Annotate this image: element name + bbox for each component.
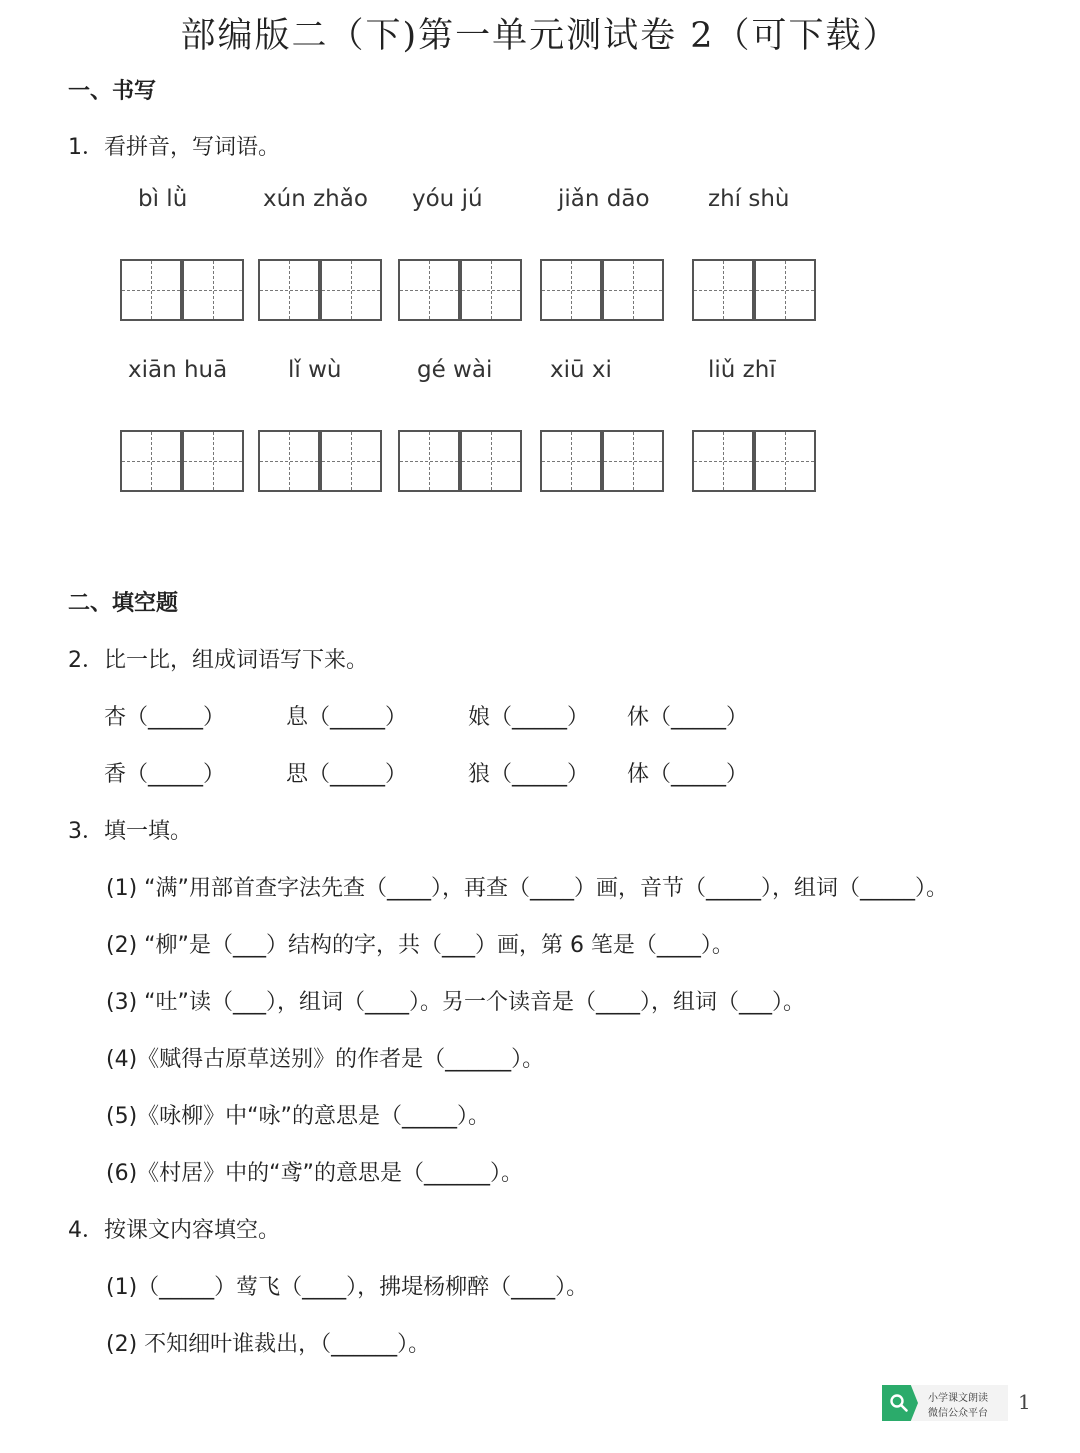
writing-grid-cell[interactable] — [258, 430, 320, 492]
writing-grid-cell[interactable] — [754, 430, 816, 492]
pinyin-label: jiǎn dāo — [558, 186, 650, 212]
pinyin-label: yóu jú — [412, 186, 483, 212]
question-4-prompt: 4．按课文内容填空。 — [68, 1218, 280, 1243]
pinyin-label: zhí shù — [708, 186, 790, 212]
writing-grid-cell[interactable] — [540, 259, 602, 321]
writing-grid-cell[interactable] — [602, 259, 664, 321]
compare-word-blank: 香（_____） — [104, 762, 226, 787]
writing-grid-cell[interactable] — [258, 259, 320, 321]
writing-grid-cell[interactable] — [460, 259, 522, 321]
writing-grid-cell[interactable] — [754, 259, 816, 321]
question-4-item: (1)（_____）莺飞（____），拂堤杨柳醉（____）。 — [106, 1275, 589, 1300]
writing-grid-cell[interactable] — [540, 430, 602, 492]
question-3-item: (6)《村居》中的“鸢”的意思是（______）。 — [106, 1161, 523, 1186]
wechat-platform-logo — [882, 1385, 1008, 1421]
question-2-prompt: 2．比一比，组成词语写下来。 — [68, 648, 368, 673]
logo-text-line2: 微信公众平台 — [928, 1408, 988, 1419]
compare-word-blank: 体（_____） — [627, 762, 749, 787]
pinyin-label: xiū xi — [550, 357, 612, 383]
compare-word-blank: 息（_____） — [286, 705, 408, 730]
section-heading-writing: 一、书写 — [68, 79, 157, 104]
question-3-item: (1) “满”用部首查字法先查（____），再查（____）画，音节（_____），组词（_____）。 — [106, 876, 948, 901]
pinyin-label: xiān huā — [128, 357, 228, 383]
writing-grid-cell[interactable] — [320, 259, 382, 321]
compare-word-blank: 休（_____） — [627, 705, 749, 730]
question-3-item: (4)《赋得古原草送别》的作者是（______）。 — [106, 1047, 545, 1072]
question-3-item: (5)《咏柳》中“咏”的意思是（_____）。 — [106, 1104, 490, 1129]
question-3-item: (2) “柳”是（___）结构的字，共（___）画，第 6 笔是（____）。 — [106, 933, 734, 958]
pinyin-label: lǐ wù — [288, 357, 342, 383]
writing-grid-cell[interactable] — [460, 430, 522, 492]
writing-grid-cell[interactable] — [602, 430, 664, 492]
pinyin-label: gé wài — [417, 357, 493, 383]
question-1-prompt: 1．看拼音，写词语。 — [68, 135, 280, 160]
compare-word-blank: 思（_____） — [286, 762, 408, 787]
writing-grid-cell[interactable] — [120, 259, 182, 321]
page-title: 部编版二（下)第一单元测试卷 2（可下载） — [180, 16, 900, 56]
pinyin-label: bì lǜ — [138, 186, 188, 212]
compare-word-blank: 狼（_____） — [468, 762, 590, 787]
question-3-item: (3) “吐”读（___），组词（____）。另一个读音是（____），组词（___）。 — [106, 990, 805, 1015]
writing-grid-cell[interactable] — [182, 259, 244, 321]
writing-grid-cell[interactable] — [692, 430, 754, 492]
page-number: 1 — [1018, 1390, 1031, 1414]
writing-grid-cell[interactable] — [692, 259, 754, 321]
compare-word-blank: 杏（_____） — [104, 705, 226, 730]
writing-grid-cell[interactable] — [398, 259, 460, 321]
logo-text-line1: 小学课文朗读 — [928, 1393, 988, 1404]
pinyin-label: xún zhǎo — [263, 186, 368, 212]
writing-grid-cell[interactable] — [320, 430, 382, 492]
writing-grid-cell[interactable] — [182, 430, 244, 492]
search-icon — [882, 1385, 918, 1421]
writing-grid-cell[interactable] — [120, 430, 182, 492]
section-heading-fill-in: 二、填空题 — [68, 591, 179, 616]
pinyin-label: liǔ zhī — [708, 357, 776, 383]
question-3-prompt: 3．填一填。 — [68, 819, 192, 844]
compare-word-blank: 娘（_____） — [468, 705, 590, 730]
question-4-item: (2) 不知细叶谁裁出，（______）。 — [106, 1332, 431, 1357]
writing-grid-cell[interactable] — [398, 430, 460, 492]
